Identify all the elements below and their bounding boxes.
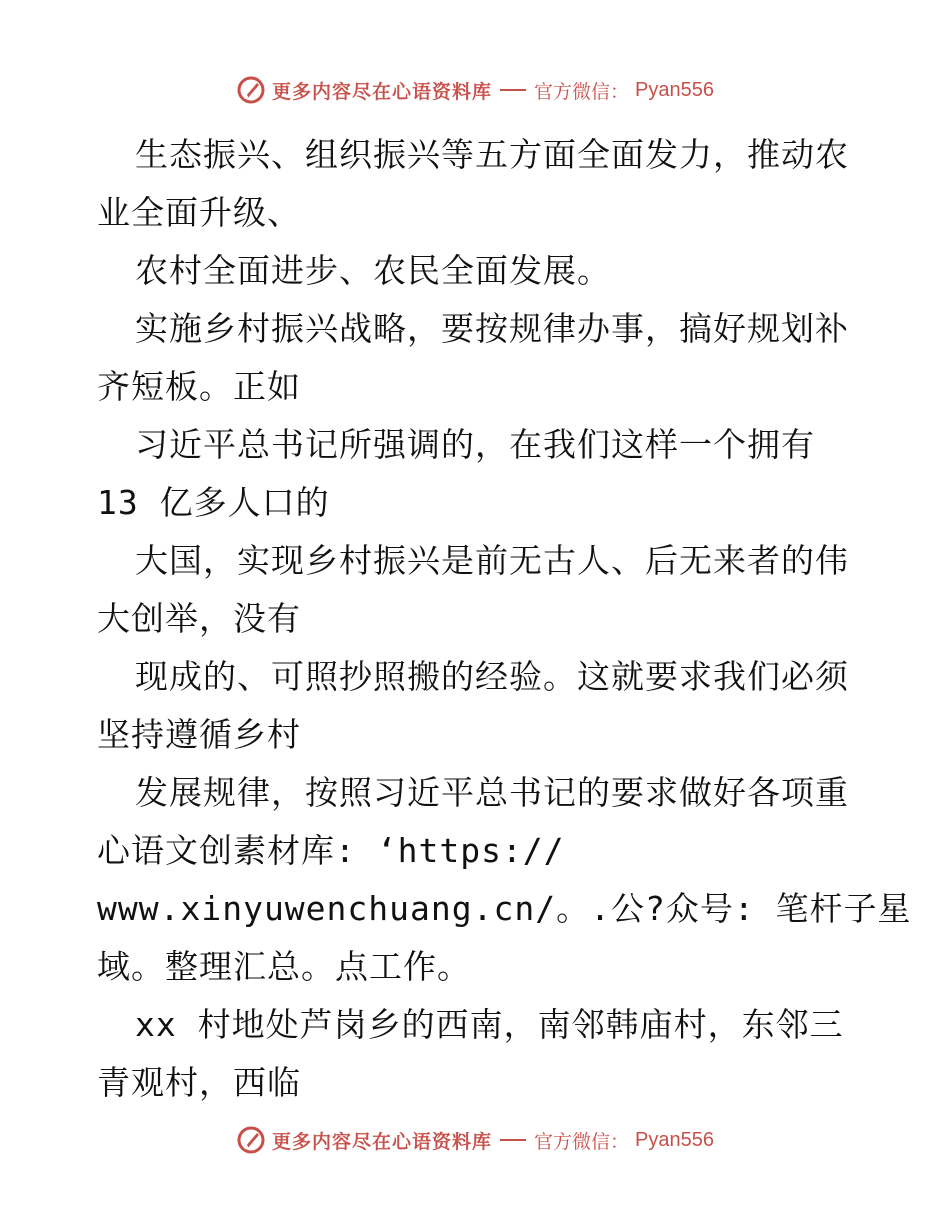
body-line: 业全面升级、 <box>97 193 301 232</box>
body-line: 农村全面进步、农民全面发展。 <box>135 251 611 290</box>
watermark-dash <box>500 1139 526 1141</box>
watermark-label: 官方微信： <box>534 1130 630 1153</box>
body-line: xx 村地处芦岗乡的西南，南邻韩庙村，东邻三 <box>135 1005 844 1044</box>
quill-pen-logo-icon <box>236 1125 266 1155</box>
body-line: 13 亿多人口的 <box>97 483 330 522</box>
body-line: 坚持遵循乡村 <box>97 715 301 754</box>
body-line: 发展规律，按照习近平总书记的要求做好各项重 <box>135 773 849 812</box>
watermark-wechat-id: Pyan556 <box>635 78 714 101</box>
body-line: 习近平总书记所强调的，在我们这样一个拥有 <box>135 425 815 464</box>
watermark-site-text: 更多内容尽在心语资料库 <box>272 80 493 103</box>
watermark-site-text: 更多内容尽在心语资料库 <box>272 1130 493 1153</box>
body-line: 大国，实现乡村振兴是前无古人、后无来者的伟 <box>135 541 849 580</box>
body-line: 现成的、可照抄照搬的经验。这就要求我们必须 <box>135 657 849 696</box>
body-line: 大创举，没有 <box>97 599 301 638</box>
footer-watermark <box>0 1120 950 1160</box>
document-body <box>97 126 912 1112</box>
body-line: 实施乡村振兴战略，要按规律办事，搞好规划补 <box>135 309 849 348</box>
body-line: 心语文创素材库: ‘https:// <box>97 831 565 870</box>
body-line: 青观村，西临 <box>97 1063 301 1102</box>
body-line: 域。整理汇总。点工作。 <box>97 947 471 986</box>
body-line: 生态振兴、组织振兴等五方面全面发力，推动农 <box>135 135 849 174</box>
body-line: 齐短板。正如 <box>97 367 301 406</box>
quill-pen-logo-icon <box>236 75 266 105</box>
watermark-label: 官方微信： <box>534 80 630 103</box>
watermark-dash <box>500 89 526 91</box>
header-watermark <box>0 70 950 110</box>
body-line: www.xinyuwenchuang.cn/。.公?众号: 笔杆子星 <box>97 889 912 928</box>
watermark-wechat-id: Pyan556 <box>635 1128 714 1151</box>
